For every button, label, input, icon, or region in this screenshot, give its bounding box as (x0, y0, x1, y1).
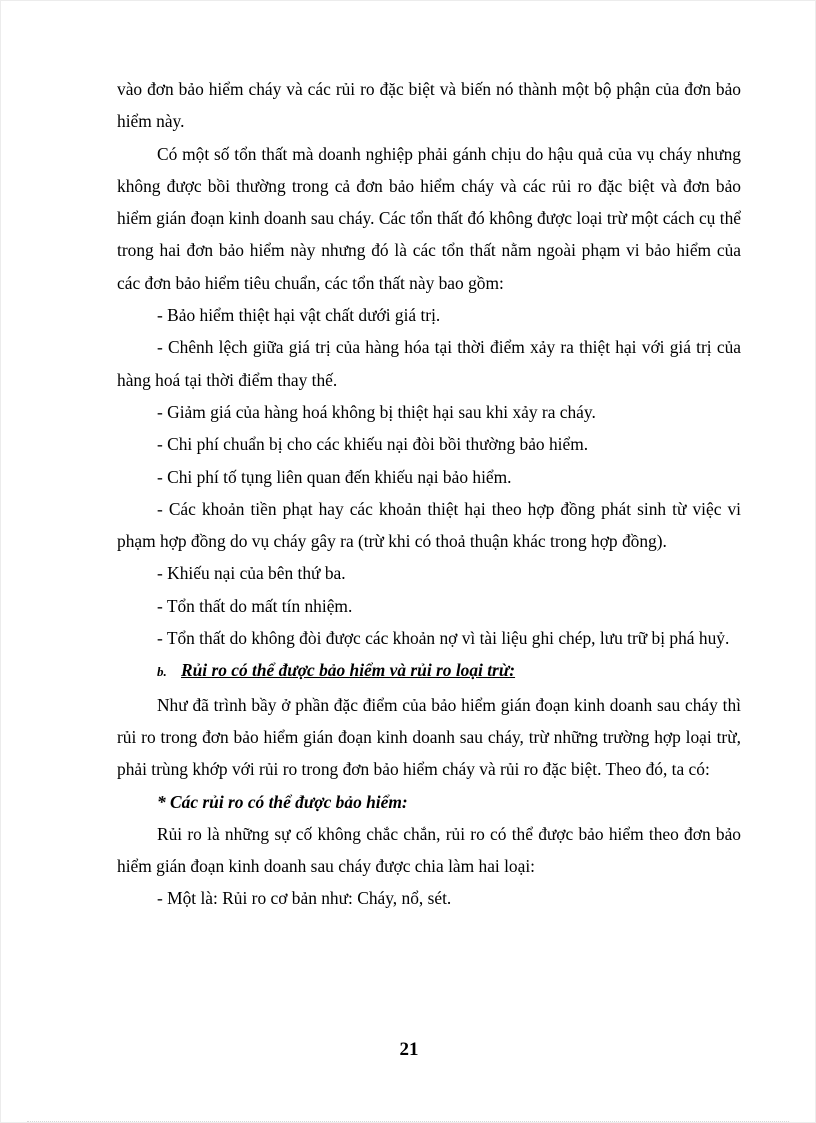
paragraph-continuation: vào đơn bảo hiểm cháy và các rủi ro đặc biệt và biến nó thành một bộ phận của đơn bảo hiểm này. (117, 79, 741, 132)
list-item: - Tổn thất do không đòi được các khoản nợ vì tài liệu ghi chép, lưu trữ bị phá huỷ. (157, 628, 730, 649)
page-number: 21 (399, 1039, 419, 1060)
section-b-title: Rủi ro có thể được bảo hiểm và rủi ro loại trừ: (181, 660, 516, 681)
section-b-paragraph: Như đã trình bầy ở phần đặc điểm của bảo hiểm gián đoạn kinh doanh sau cháy thì rủi ro trong đơn bảo hiểm gián đoạn kinh doanh sau cháy, trừ những trường hợp loại trừ, phải trùng khớp với rủi ro trong đơn bảo hiểm cháy và rủi ro đặc biệt. Theo đó, ta có: (117, 694, 741, 780)
insurable-risks-heading: * Các rủi ro có thể được bảo hiểm: (157, 791, 408, 812)
list-item: - Tổn thất do mất tín nhiệm. (157, 595, 353, 616)
list-item: - Các khoản tiền phạt hay các khoản thiệt hại theo hợp đồng phát sinh từ việc vi phạm hợp đồng do vụ cháy gây ra (trừ khi có thoả thuận khác trong hợp đồng). (117, 498, 741, 552)
list-item: - Chi phí tố tụng liên quan đến khiếu nại bảo hiểm. (157, 466, 512, 487)
list-item: - Bảo hiểm thiệt hại vật chất dưới giá trị. (157, 305, 441, 326)
paragraph-uncovered-losses: Có một số tổn thất mà doanh nghiệp phải gánh chịu do hậu quả của vụ cháy nhưng không được bồi thường trong cả đơn bảo hiểm cháy và các rủi ro đặc biệt và đơn bảo hiểm gián đoạn kinh doanh sau cháy. Các tổn thất đó không được loại trừ một cách cụ thể trong hai đơn bảo hiểm này nhưng đó là các tổn thất nằm ngoài phạm vi bảo hiểm của các đơn bảo hiểm tiêu chuẩn, các tổn thất này bao gồm: (117, 143, 741, 293)
list-item: - Khiếu nại của bên thứ ba. (157, 563, 346, 584)
list-item: - Chênh lệch giữa giá trị của hàng hóa tại thời điểm xảy ra thiệt hại với giá trị của hàng hoá tại thời điểm thay thế. (117, 337, 741, 390)
list-item: - Một là: Rủi ro cơ bản như: Cháy, nổ, sét. (157, 888, 452, 909)
section-b-heading (117, 654, 741, 688)
list-item: - Chi phí chuẩn bị cho các khiếu nại đòi bồi thường bảo hiểm. (157, 434, 589, 455)
page-bottom-divider (27, 1121, 789, 1122)
list-item: - Giảm giá của hàng hoá không bị thiệt hại sau khi xảy ra cháy. (157, 401, 596, 422)
page-content (117, 73, 741, 915)
section-b-letter: b. (157, 664, 167, 680)
insurable-risks-paragraph: Rủi ro là những sự cố không chắc chắn, rủi ro có thể được bảo hiểm theo đơn bảo hiểm gián đoạn kinh doanh sau cháy được chia làm hai loại: (117, 823, 741, 877)
